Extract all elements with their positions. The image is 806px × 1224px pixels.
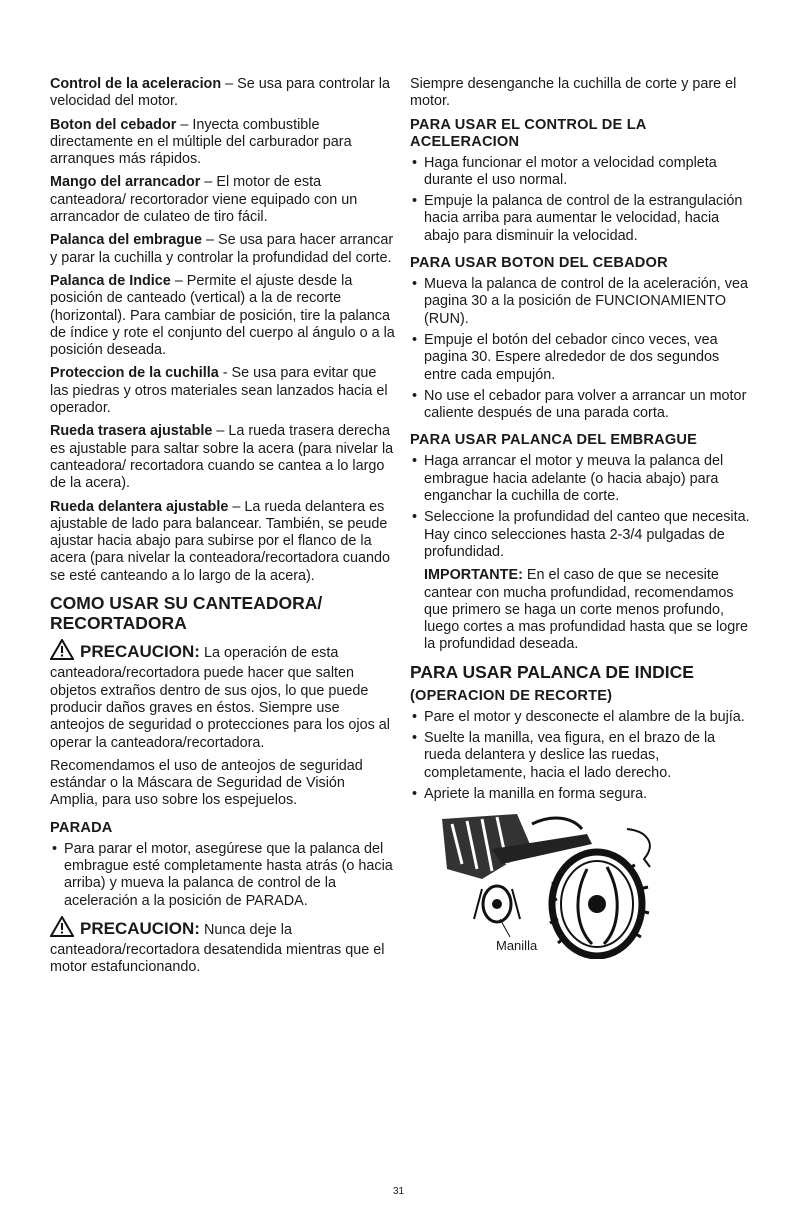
- term-clutch-lever: Palanca del embrague – Se usa para hacer arrancar y parar la cuchilla y controlar la profundidad del corte.: [50, 232, 394, 266]
- figure-manilla: [422, 809, 672, 959]
- list-item: • No use el cebador para volver a arrancar un motor caliente después de una parada corta.: [410, 388, 755, 423]
- edger-wheel-illustration: [422, 809, 672, 959]
- component-definitions: [50, 76, 395, 585]
- term-starter-handle: Mango del arrancador – El motor de esta canteadora/ recortorador viene equipado con un arrancador de culateo de tiro fácil.: [50, 174, 358, 226]
- list-item: • Haga funcionar el motor a velocidad completa durante el uso normal.: [410, 155, 755, 190]
- list-item: • Empuje la palanca de control de la estrangulación hacia arriba para aumentar le velocidad, hacia abajo para disminuir la velocidad.: [410, 193, 755, 245]
- list-item: • Empuje el botón del cebador cinco veces, vea pagina 30. Espere alrededor de dos segundos entre cada empujón.: [410, 332, 755, 384]
- parada-heading: PARADA: [50, 819, 113, 836]
- important-note: IMPORTANTE: En el caso de que se necesite cantear con mucha profundidad, recomendamos que primero se haga un corte menos profundo, luego cortes a mas profundidad hasta que se logre la profundidad deseada.: [424, 567, 749, 653]
- warning-triangle-icon: [50, 916, 74, 942]
- intro-text: Siempre desenganche la cuchilla de corte y pare el motor.: [410, 76, 737, 110]
- throttle-heading: PARA USAR EL CONTROL DE LA ACELERACION: [410, 116, 647, 150]
- list-item: • Para parar el motor, asegúrese que la palanca del embrague esté completamente hasta atrás (o hacia arriba) y mueva la palanca de control de la aceleración a la posición de PARADA.: [50, 841, 395, 910]
- primer-heading: PARA USAR BOTON DEL CEBADOR: [410, 255, 668, 272]
- figure-label-manilla: Manilla: [496, 938, 538, 954]
- section-title: COMO USAR SU CANTEADORA/ RECORTADORA: [50, 593, 323, 634]
- list-item: • Apriete la manilla en forma segura.: [410, 786, 755, 803]
- index-subheading: (OPERACION DE RECORTE): [410, 687, 613, 704]
- term-front-wheel: Rueda delantera ajustable – La rueda delantera es ajustable de lado para balancear. También, se peude ajustar hacia abajo para subirse por el flanco de la acera (para nivelar la conteadora/recortadora cuando se esté canteando a lo largo de la acera).: [50, 498, 390, 584]
- list-item: • Mueva la palanca de control de la aceleración, vea pagina 30 a la posición de FUNCIONAMIENTO (RUN).: [410, 276, 755, 328]
- primer-list: [410, 276, 755, 422]
- warning-unattended: PRECAUCION: Nunca deje la canteadora/recortadora desatendida mientras que el motor estafuncionando.: [50, 916, 395, 977]
- recommendation-text: Recomendamos el uso de anteojos de seguridad estándar o la Máscara de Seguridad de Visión Amplia, para uso sobre los espejuelos.: [50, 757, 363, 809]
- list-item: • Seleccione la profundidad del canteo que necesita. Hay cinco selecciones hasta 2-3/4 pulgadas de profundidad.: [410, 509, 755, 561]
- term-blade-guard: Proteccion de la cuchilla - Se usa para evitar que las piedras y otros materiales sean lanzados hacia el operador.: [50, 365, 388, 417]
- index-list: [410, 709, 755, 803]
- term-primer-button: Boton del cebador – Inyecta combustible directamente en el múltiple del carburador para arranques más rápidos.: [50, 116, 352, 168]
- parada-list: [50, 841, 395, 910]
- clutch-heading: PARA USAR PALANCA DEL EMBRAGUE: [410, 432, 698, 449]
- term-index-lever: Palanca de Indice – Permite el ajuste desde la posición de canteado (vertical) a la de recorte (horizontal). Para cambiar de posición, tire la palanca de índice y rote el conjunto del cuerpo al ángulo o a la posición deseada.: [50, 272, 395, 359]
- index-heading: PARA USAR PALANCA DE INDICE: [410, 661, 694, 682]
- throttle-list: [410, 155, 755, 245]
- list-item: • Haga arrancar el motor y meuva la palanca del embrague hacia adelante (o hacia abajo) para enganchar la cuchilla de corte.: [410, 453, 755, 505]
- warning-triangle-icon: [50, 639, 74, 665]
- left-column: [50, 76, 395, 983]
- page-number: 31: [393, 1186, 405, 1197]
- warning-eye-protection: PRECAUCION: La operación de esta canteadora/recortadora puede hacer que salten objetos extraños dentro de sus ojos, lo que puede producir daños graves en éstos. Siempre use anteojos de seguridad o protecciones para los ojos al operar la canteadora/recortadora.: [50, 639, 395, 752]
- list-item: • Suelte la manilla, vea figura, en el brazo de la rueda delantera y deslice las ruedas, completamente, hacia el lado derecho.: [410, 730, 755, 782]
- list-item: • Pare el motor y desconecte el alambre de la bujía.: [410, 709, 755, 726]
- term-throttle-control: Control de la aceleracion – Se usa para controlar la velocidad del motor.: [50, 76, 390, 110]
- right-column: [410, 76, 755, 959]
- term-rear-wheel: Rueda trasera ajustable – La rueda trasera derecha es ajustable para saltar sobre la acera (para nivelar la canteadora/ recortadora cuando se cantea a lo largo de la acera).: [50, 423, 394, 492]
- clutch-list: [410, 453, 755, 561]
